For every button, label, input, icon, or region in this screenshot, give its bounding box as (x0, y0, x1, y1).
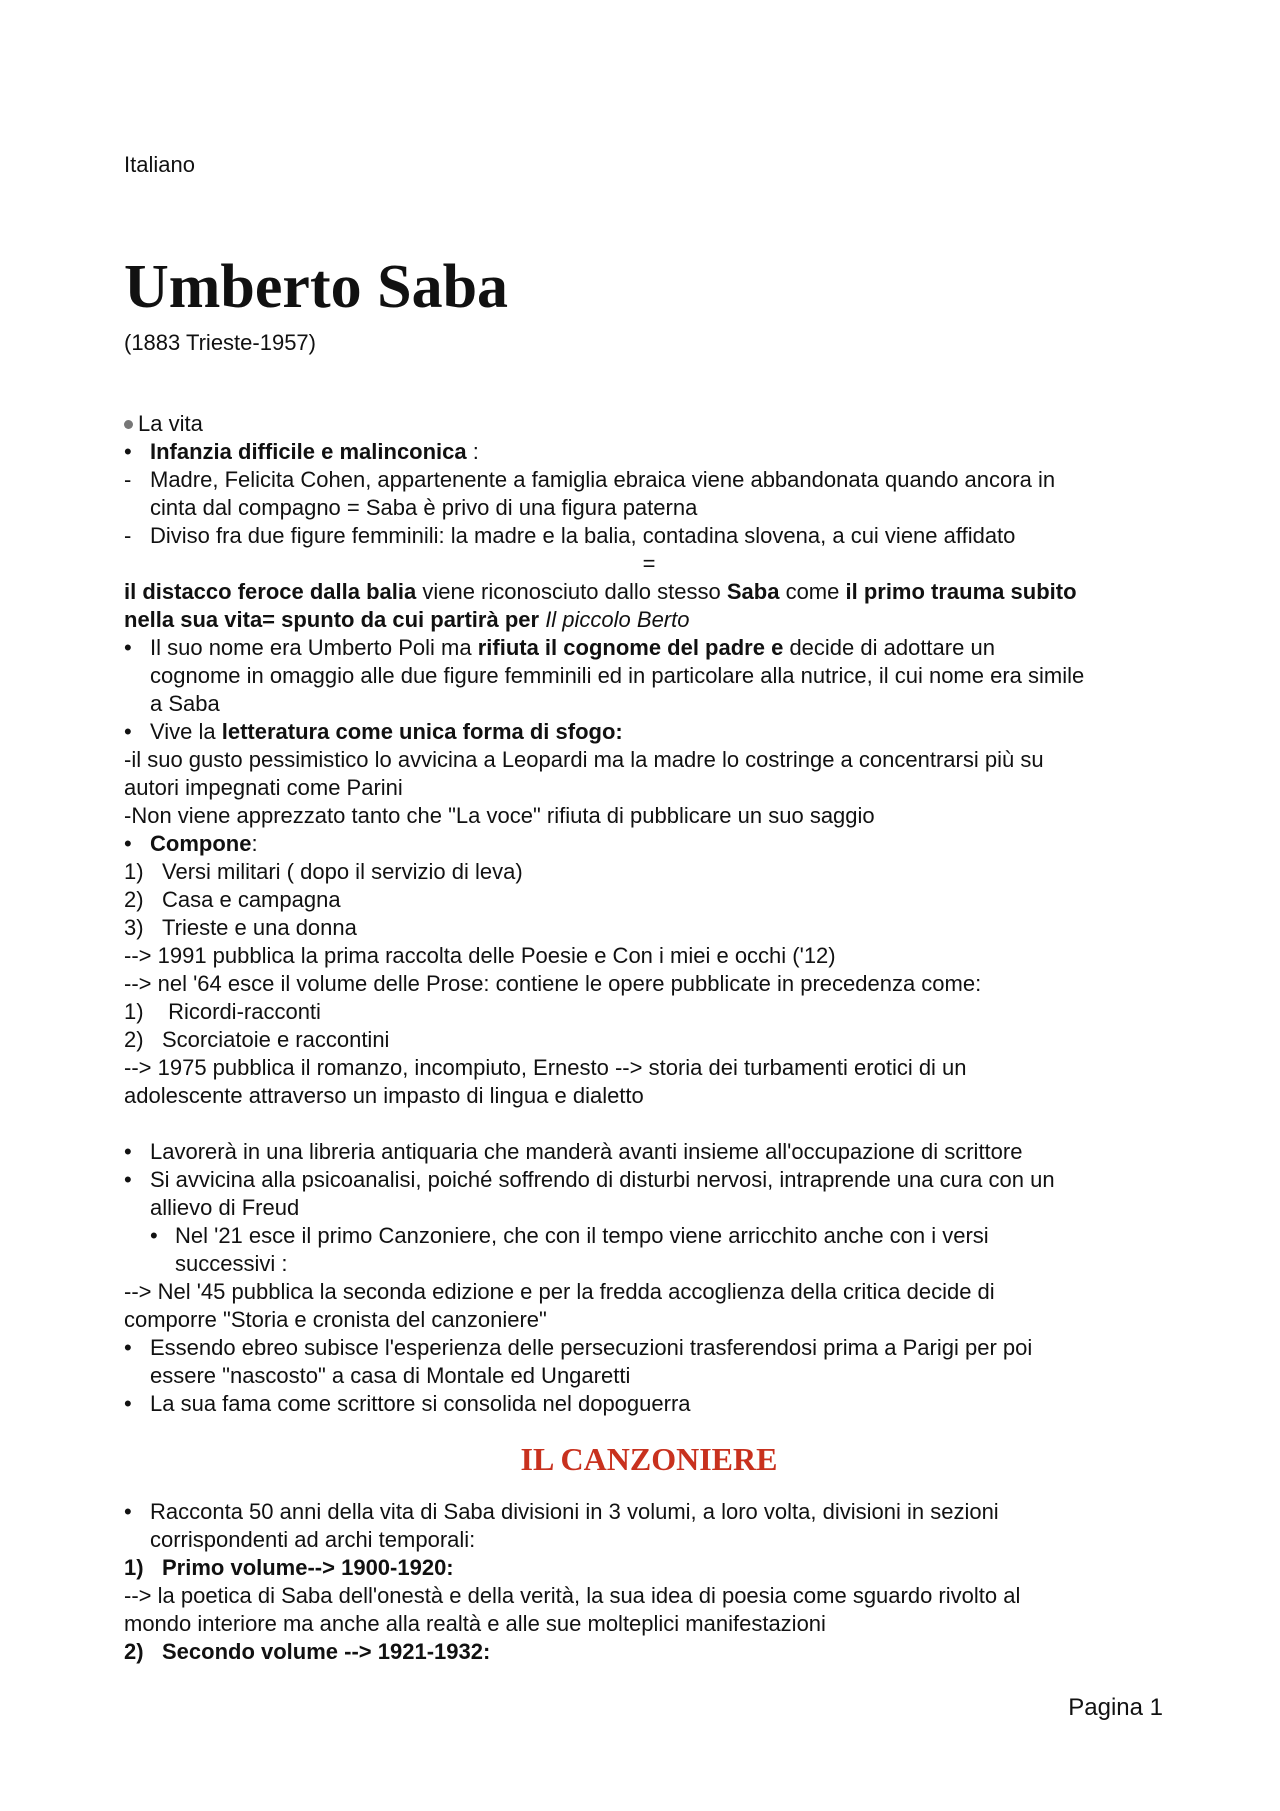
section-heading-vita: La vita (124, 410, 1174, 438)
paragraph-line: adolescente attraverso un impasto di lingua e dialetto (124, 1083, 644, 1108)
paragraph-line: --> 1991 pubblica la prima raccolta delle Poesie e Con i miei e occhi ('12) (124, 943, 836, 968)
page-title: Umberto Saba (124, 253, 509, 321)
paragraph-line: nella sua vita= spunto da cui partirà per Il piccolo Berto (124, 607, 690, 632)
list-item: • Essendo ebreo subisce l'esperienza delle persecuzioni trasferendosi prima a Parigi per poi (124, 1335, 1033, 1360)
list-item-continuation: corrispondenti ad archi temporali: (150, 1527, 476, 1552)
dash-marker: - (124, 467, 132, 492)
list-item-continuation: a Saba (150, 691, 220, 716)
sub-list-item: • Nel '21 esce il primo Canzoniere, che con il tempo viene arricchito anche con i versi (150, 1223, 989, 1248)
list-item-continuation: cinta dal compagno = Saba è privo di una figura paterna (150, 495, 698, 520)
bullet-marker: • (124, 1499, 132, 1524)
paragraph-line: -il suo gusto pessimistico lo avvicina a Leopardi ma la madre lo costringe a concentrarsi più su (124, 747, 1044, 772)
numbered-item: 1) Versi militari ( dopo il servizio di leva) (124, 859, 523, 884)
bullet-marker: • (124, 1167, 132, 1192)
bullet-marker: • (124, 1139, 132, 1164)
paragraph-line: mondo interiore ma anche alla realtà e alle sue molteplici manifestazioni (124, 1611, 826, 1636)
list-item: - Diviso fra due figure femminili: la madre e la balia, contadina slovena, a cui viene affidato (124, 523, 1016, 548)
sub-list-item-continuation: successivi : (175, 1251, 288, 1276)
bullet-dot-icon (124, 420, 133, 429)
paragraph-line: autori impegnati come Parini (124, 775, 403, 800)
list-item: • Lavorerà in una libreria antiquaria che manderà avanti insieme all'occupazione di scrittore (124, 1139, 1023, 1164)
blank-line (124, 1110, 1174, 1138)
list-item: • Vive la letteratura come unica forma di sfogo: (124, 719, 623, 744)
bullet-marker: • (124, 635, 132, 660)
dash-marker: - (124, 523, 132, 548)
subject-label: Italiano (124, 152, 195, 177)
paragraph-line: -Non viene apprezzato tanto che "La voce" rifiuta di pubblicare un suo saggio (124, 803, 875, 828)
list-item-continuation: allievo di Freud (150, 1195, 300, 1220)
paragraph-line: --> nel '64 esce il volume delle Prose: contiene le opere pubblicate in precedenza come: (124, 971, 982, 996)
number-marker: 2) (124, 1027, 144, 1052)
bullet-marker: • (150, 1223, 158, 1248)
list-item: - Madre, Felicita Cohen, appartenente a famiglia ebraica viene abbandonata quando ancora in (124, 467, 1056, 492)
equals-sign: = (642, 551, 656, 576)
paragraph-line: --> Nel '45 pubblica la seconda edizione e per la fredda accoglienza della critica decide di (124, 1279, 995, 1304)
paragraph-line: comporre "Storia e cronista del canzoniere" (124, 1307, 547, 1332)
number-marker: 1) (124, 999, 144, 1024)
list-item-continuation: cognome in omaggio alle due figure femminili ed in particolare alla nutrice, il cui nome era simile (150, 663, 1085, 688)
numbered-item: 2) Secondo volume --> 1921-1932: (124, 1639, 491, 1664)
numbered-item: 1) Ricordi-racconti (124, 999, 321, 1024)
bullet-marker: • (124, 831, 132, 856)
list-item: • Il suo nome era Umberto Poli ma rifiuta il cognome del padre e decide di adottare un (124, 635, 995, 660)
section-title-canzoniere: IL CANZONIERE (520, 1441, 778, 1477)
list-item-continuation: essere "nascosto" a casa di Montale ed Ungaretti (150, 1363, 631, 1388)
numbered-item: 2) Scorciatoie e raccontini (124, 1027, 390, 1052)
number-marker: 1) (124, 1555, 144, 1580)
paragraph-line: --> la poetica di Saba dell'onestà e della verità, la sua idea di poesia come sguardo rivolto al (124, 1583, 1021, 1608)
list-item: • Infanzia difficile e malinconica : (124, 439, 479, 464)
list-item: • Compone: (124, 831, 258, 856)
document-body (124, 410, 1174, 1666)
numbered-item: 3) Trieste e una donna (124, 915, 357, 940)
numbered-item: 2) Casa e campagna (124, 887, 341, 912)
number-marker: 1) (124, 859, 144, 884)
bullet-marker: • (124, 719, 132, 744)
list-item: • Racconta 50 anni della vita di Saba divisioni in 3 volumi, a loro volta, divisioni in sezioni (124, 1499, 999, 1524)
number-marker: 3) (124, 915, 144, 940)
bullet-marker: • (124, 1391, 132, 1416)
paragraph-line: il distacco feroce dalla balia viene riconosciuto dallo stesso Saba come il primo trauma subito (124, 579, 1077, 604)
list-item: • La sua fama come scrittore si consolida nel dopoguerra (124, 1391, 691, 1416)
numbered-item: 1) Primo volume--> 1900-1920: (124, 1555, 454, 1580)
number-marker: 2) (124, 1639, 144, 1664)
page-number: Pagina 1 (1068, 1694, 1163, 1721)
list-item: • Si avvicina alla psicoanalisi, poiché soffrendo di disturbi nervosi, intraprende una cura con un (124, 1167, 1055, 1192)
bullet-marker: • (124, 439, 132, 464)
bullet-marker: • (124, 1335, 132, 1360)
number-marker: 2) (124, 887, 144, 912)
page-subtitle: (1883 Trieste-1957) (124, 330, 316, 355)
paragraph-line: --> 1975 pubblica il romanzo, incompiuto, Ernesto --> storia dei turbamenti erotici di un (124, 1055, 967, 1080)
